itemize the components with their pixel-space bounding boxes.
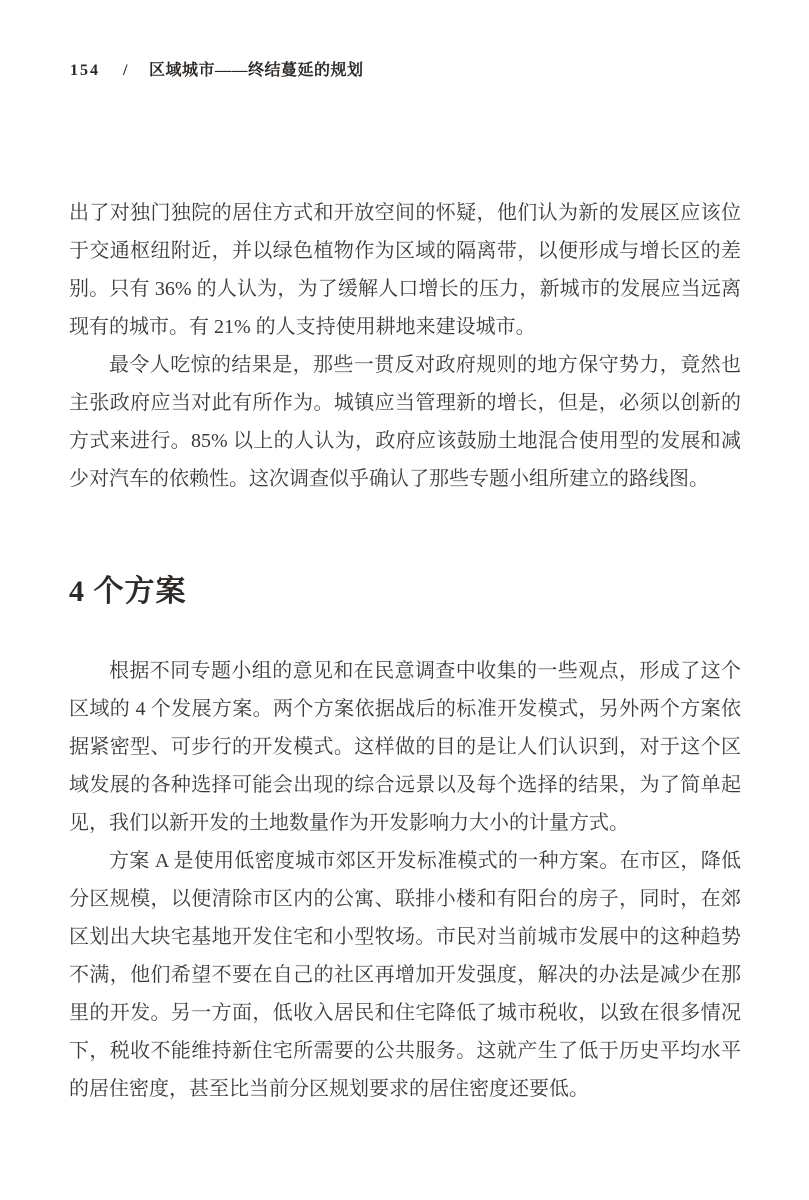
section-heading: 4 个方案 bbox=[69, 575, 187, 608]
paragraph-continued: 出了对独门独院的居住方式和开放空间的怀疑，他们认为新的发展区应该位于交通枢纽附近，并以绿色植物作为区域的隔离带，以便形成与增长区的差别。只有 36% 的人认为，为了缓解人口增长的压力，新城市的发展应当远离现有的城市。有 21% 的人支持使用耕地来建设城市。 bbox=[69, 202, 741, 338]
page-number: 154 bbox=[70, 62, 100, 79]
header-separator: / bbox=[123, 62, 128, 79]
page-body bbox=[69, 194, 741, 1108]
paragraph: 方案 A 是使用低密度城市郊区开发标准模式的一种方案。在市区，降低分区规模，以便清除市区内的公寓、联排小楼和有阳台的房子，同时，在郊区划出大块宅基地开发住宅和小型牧场。市民对当前城市发展中的这种趋势不满，他们希望不要在自己的社区再增加开发强度，解决的办法是减少在那里的开发。另一方面，低收入居民和住宅降低了城市税收，以致在很多情况下，税收不能维持新住宅所需要的公共服务。这就产生了低于历史平均水平的居住密度，甚至比当前分区规划要求的居住密度还要低。 bbox=[69, 850, 741, 1100]
running-header bbox=[70, 57, 740, 80]
book-title: 区域城市——终结蔓延的规划 bbox=[148, 62, 364, 79]
paragraph: 最令人吃惊的结果是，那些一贯反对政府规则的地方保守势力，竟然也主张政府应当对此有所作为。城镇应当管理新的增长，但是，必须以创新的方式来进行。85% 以上的人认为，政府应该鼓励土地混合使用型的发展和减少对汽车的依赖性。这次调查似乎确认了那些专题小组所建立的路线图。 bbox=[69, 354, 741, 490]
paragraph: 根据不同专题小组的意见和在民意调查中收集的一些观点，形成了这个区域的 4 个发展方案。两个方案依据战后的标准开发模式，另外两个方案依据紧密型、可步行的开发模式。这样做的目的是让人们认识到，对于这个区域发展的各种选择可能会出现的综合远景以及每个选择的结果，为了简单起见，我们以新开发的土地数量作为开发影响力大小的计量方式。 bbox=[69, 660, 741, 834]
